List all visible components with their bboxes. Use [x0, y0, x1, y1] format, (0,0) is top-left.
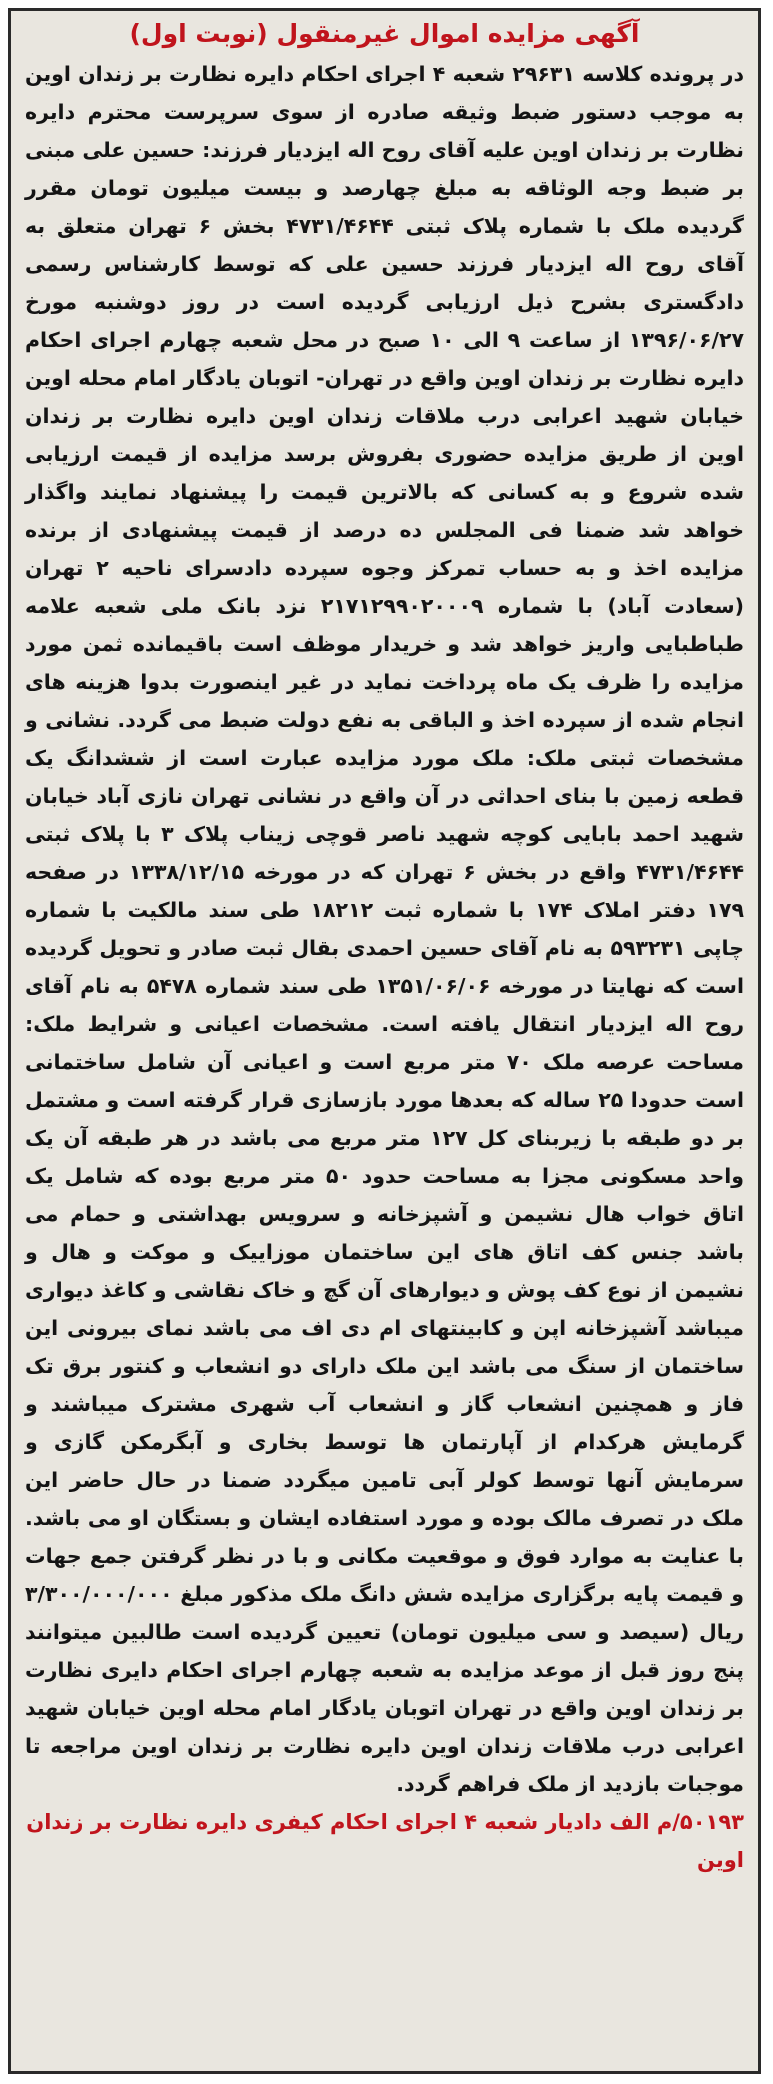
notice-signature: ۵۰۱۹۳/م الف دادیار شعبه ۴ اجرای احکام کیفری دایره نظارت بر زندان اوین — [26, 1810, 744, 1872]
notice-title: آگهی مزایده اموال غیرمنقول (نوبت اول) — [129, 19, 640, 48]
notice-clipping — [8, 8, 761, 2074]
notice-body: در پرونده کلاسه ۲۹۶۳۱ شعبه ۴ اجرای احکام دایره نظارت بر زندان اوین به موجب دستور ضبط وثیقه صادره از سوی سرپرست محترم دایره نظارت بر زندان اوین علیه آقای روح اله ایزدیار فرزند: حسین علی مبنی بر ضبط وجه الوثاقه به مبلغ چهارصد و بیست میلیون تومان مقرر گردیده ملک با شماره پلاک ثبتی ۴۷۳۱/۴۶۴۴ بخش ۶ تهران متعلق به آقای روح اله ایزدیار فرزند حسین علی که توسط کارشناس رسمی دادگستری بشرح ذیل ارزیابی گردیده است در روز دوشنبه مورخ ۱۳۹۶/۰۶/۲۷ از ساعت ۹ الی ۱۰ صبح در محل شعبه چهارم اجرای احکام دایره نظارت بر زندان اوین واقع در تهران- اتوبان یادگار امام محله اوین خیابان شهید اعرابی درب ملاقات زندان اوین دایره نظارت بر زندان اوین از طریق مزایده حضوری بفروش برسد مزایده از قیمت ارزیابی شده شروع و به کسانی که بالاترین قیمت را پیشنهاد نمایند واگذار خواهد شد ضمنا فی المجلس ده درصد از قیمت پیشنهادی از برنده مزایده اخذ و به حساب تمرکز وجوه سپرده دادسرای ناحیه ۲ تهران (سعادت آباد) با شماره ۲۱۷۱۲۹۹۰۲۰۰۰۹ نزد بانک ملی شعبه علامه طباطبایی واریز خواهد شد و خریدار موظف است باقیمانده ثمن مورد مزایده را ظرف یک ماه پرداخت نماید در غیر اینصورت بدوا هزینه های انجام شده از سپرده اخذ و الباقی به نفع دولت ضبط می گردد. نشانی و مشخصات ثبتی ملک: ملک مورد مزایده عبارت است از ششدانگ یک قطعه زمین با بنای احداثی در آن واقع در نشانی تهران نازی آباد خیابان شهید احمد بابایی کوچه شهید ناصر قوچی زیناب پلاک ۳ با پلاک ثبتی ۴۷۳۱/۴۶۴۴ واقع در بخش ۶ تهران که در مورخه ۱۳۳۸/۱۲/۱۵ در صفحه ۱۷۹ دفتر املاک ۱۷۴ با شماره ثبت ۱۸۲۱۲ طی سند مالکیت با شماره چاپی ۵۹۳۲۳۱ به نام آقای حسین احمدی بقال ثبت صادر و تحویل گردیده است که نهایتا در مورخه ۱۳۵۱/۰۶/۰۶ طی سند شماره ۵۴۷۸ به نام آقای روح اله ایزدیار انتقال یافته است. مشخصات اعیانی و شرایط ملک: مساحت عرصه ملک ۷۰ متر مربع است و اعیانی آن شامل ساختمانی است حدودا ۲۵ ساله که بعدها مورد بازسازی قرار گرفته است و مشتمل بر دو طبقه با زیربنای کل ۱۲۷ متر مربع می باشد در هر طبقه آن یک واحد مسکونی مجزا به مساحت حدود ۵۰ متر مربع بوده که شامل یک اتاق خواب هال نشیمن و آشپزخانه و سرویس بهداشتی و حمام می باشد جنس کف اتاق های این ساختمان موزاییک و موکت و هال و نشیمن از نوع کف پوش و دیوارهای آن گچ و خاک نقاشی و کاغذ دیواری میباشد آشپزخانه اپن و کابینتهای ام دی اف می باشد نمای بیرونی این ساختمان از سنگ می باشد این ملک دارای دو انشعاب و کنتور برق تک فاز و همچنین انشعاب گاز و انشعاب آب شهری مشترک میباشند و گرمایش هرکدام از آپارتمان ها توسط بخاری و آبگرمکن گازی و سرمایش آنها توسط کولر آبی تامین میگردد ضمنا در حال حاضر این ملک در تصرف مالک بوده و مورد استفاده ایشان و بستگان او می باشد. با عنایت به موارد فوق و موقعیت مکانی و با در نظر گرفتن جمع جهات و قیمت پایه برگزاری مزایده شش دانگ ملک مذکور مبلغ ۳/۳۰۰/۰۰۰/۰۰۰ ریال (سیصد و سی میلیون تومان) تعیین گردیده است طالبین میتوانند پنج روز قبل از موعد مزایده به شعبه چهارم اجرای احکام دایری نظارت بر زندان اوین واقع در تهران اتوبان یادگار امام محله اوین خیابان شهید اعرابی درب ملاقات زندان اوین دایره نظارت بر زندان اوین مراجعه تا موجبات بازدید از ملک فراهم گردد. — [25, 62, 745, 1796]
